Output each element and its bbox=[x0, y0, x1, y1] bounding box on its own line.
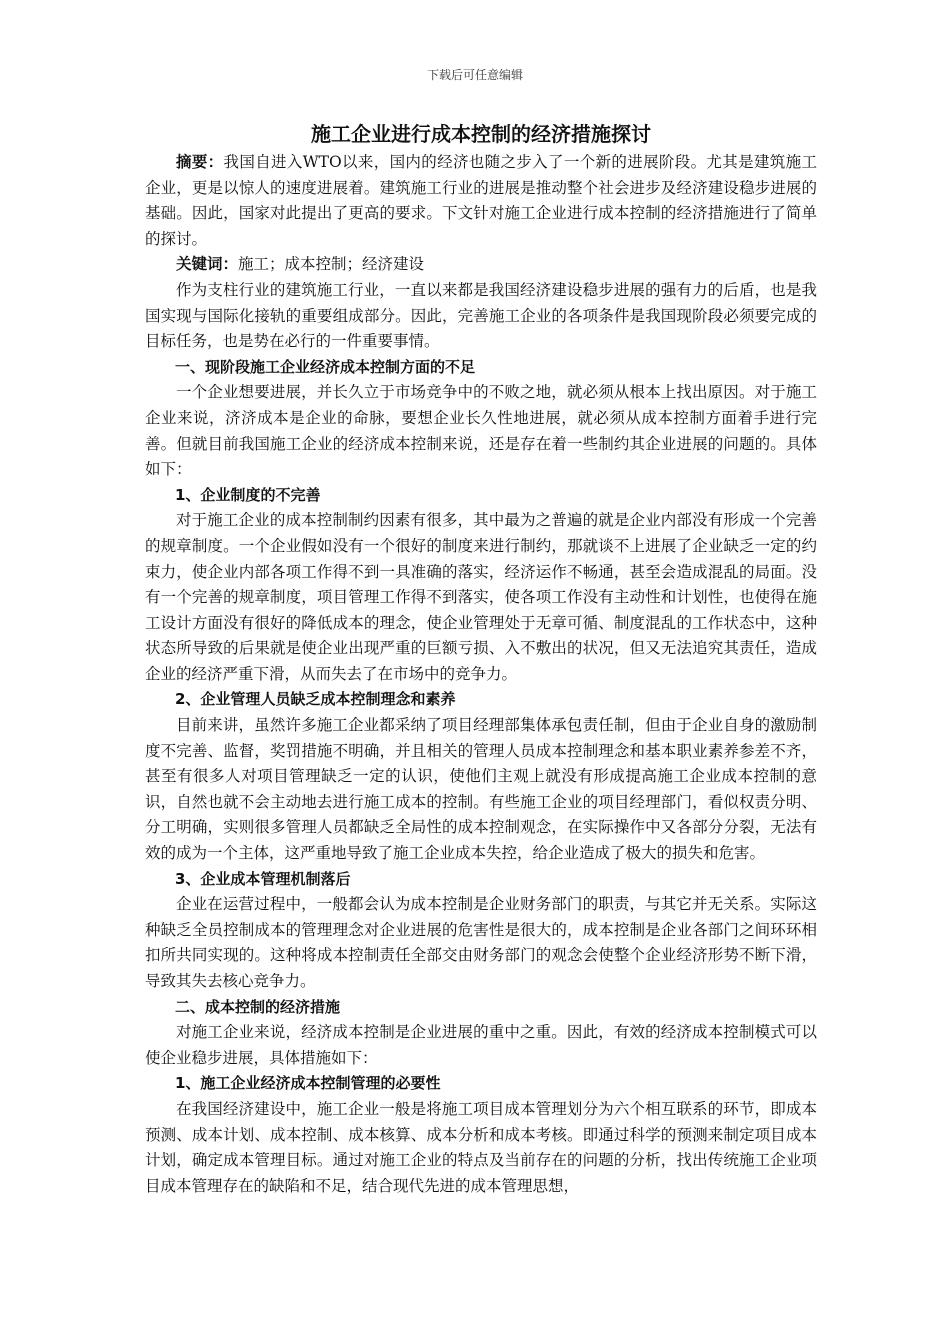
abstract-paragraph bbox=[145, 150, 817, 252]
section-1-intro: 一个企业想要进展，并长久立于市场竞争中的不败之地，就必须从根本上找出原因。对于施工企业来说，济济成本是企业的命脉，要想企业长久性地进展，就必须从成本控制方面着手进行完善。但就目前我国施工企业的经济成本控制来说，还是存在着一些制约其企业进展的问题的。具体如下： bbox=[145, 383, 817, 479]
section-1-sub-2-text: 目前来讲，虽然许多施工企业都采纳了项目经理部集体承包责任制，但由于企业自身的激励制度不完善、监督，奖罚措施不明确，并且相关的管理人员成本控制理念和基本职业素养参差不齐，甚至有很多人对项目管理缺乏一定的认识，使他们主观上就没有形成提高施工企业成本控制的意识，自然也就不会主动地去进行施工成本的控制。有些施工企业的项目经理部门，看似权责分明、分工明确，实则很多管理人员都缺乏全局性的成本控制观念，在实际操作中又各部分分裂，无法有效的成为一个主体，这严重地导致了施工企业成本失控，给企业造成了极大的损失和危害。 bbox=[145, 716, 817, 863]
keywords-paragraph bbox=[145, 252, 817, 278]
section-1-sub-1-text: 对于施工企业的成本控制制约因素有很多，其中最为之普遍的就是企业内部没有形成一个完善的规章制度。一个企业假如没有一个很好的制度来进行制约，那就谈不上进展了企业缺乏一定的约束力，使企业内部各项工作得不到一具准确的落实，经济运作不畅通，甚至会造成混乱的局面。没有一个完善的规章制度，项目管理工作得不到落实，使各项工作没有主动性和计划性，也使得在施工设计方面没有很好的降低成本的理念，使企业管理处于无章可循、制度混乱的工作状态中，这种状态所导致的后果就是使企业出现严重的巨额亏损、入不敷出的状况，但又无法追究其责任，造成企业的经济严重下滑，从而失去了在市场中的竞争力。 bbox=[145, 511, 817, 683]
section-1-heading: 一、现阶段施工企业经济成本控制方面的不足 bbox=[175, 357, 476, 376]
section-1-sub-2-heading: 2、企业管理人员缺乏成本控制理念和素养 bbox=[175, 690, 456, 709]
section-2-intro: 对施工企业来说，经济成本控制是企业进展的重中之重。因此，有效的经济成本控制模式可以使企业稳步进展，具体措施如下： bbox=[145, 1023, 817, 1067]
section-1-sub-3-heading: 3、企业成本管理机制落后 bbox=[175, 869, 351, 888]
document-body bbox=[145, 118, 817, 1199]
keywords-label: 关键词： bbox=[176, 255, 239, 274]
section-2-sub-1-text: 在我国经济建设中，施工企业一般是将施工项目成本管理划分为六个相互联系的环节，即成本预测、成本计划、成本控制、成本核算、成本分析和成本考核。即通过科学的预测来制定项目成本计划，确定成本管理目标。通过对施工企业的特点及当前存在的问题的分析，找出传统施工企业项目成本管理存在的缺陷和不足，结合现代先进的成本管理思想， bbox=[145, 1099, 817, 1195]
section-2-sub-1-heading: 1、施工企业经济成本控制管理的必要性 bbox=[175, 1074, 441, 1093]
section-1-sub-3-text: 企业在运营过程中，一般都会认为成本控制是企业财务部门的职责，与其它并无关系。实际这种缺乏全员控制成本的管理理念对企业进展的危害性是很大的，成本控制是企业各部门之间环环相扣所共同实现的。这种将成本控制责任全部交由财务部门的观念会使整个企业经济形势不断下滑，导致其失去核心竞争力。 bbox=[145, 895, 817, 990]
header-note: 下载后可任意编辑 bbox=[426, 68, 523, 82]
section-1-sub-1-heading: 1、企业制度的不完善 bbox=[175, 485, 321, 504]
section-2-heading: 二、成本控制的经济措施 bbox=[175, 997, 341, 1016]
abstract-text: 我国自进入WTO以来，国内的经济也随之步入了一个新的进展阶段。尤其是建筑施工企业，更是以惊人的速度进展着。建筑施工行业的进展是推动整个社会进步及经济建设稳步进展的基础。因此，国家对此提出了更高的要求。下文针对施工企业进行成本控制的经济措施进行了简单的探讨。 bbox=[145, 153, 817, 248]
abstract-label: 摘要： bbox=[176, 153, 224, 171]
keywords-text: 施工；成本控制；经济建设 bbox=[238, 255, 425, 274]
intro-paragraph: 作为支柱行业的建筑施工行业，一直以来都是我国经济建设稳步进展的强有力的后盾，也是我国实现与国际化接轨的重要组成部分。因此，完善施工企业的各项条件是我国现阶段必须要完成的目标任务，也是势在必行的一件重要事情。 bbox=[145, 280, 817, 351]
document-title: 施工企业进行成本控制的经济措施探讨 bbox=[311, 122, 651, 146]
